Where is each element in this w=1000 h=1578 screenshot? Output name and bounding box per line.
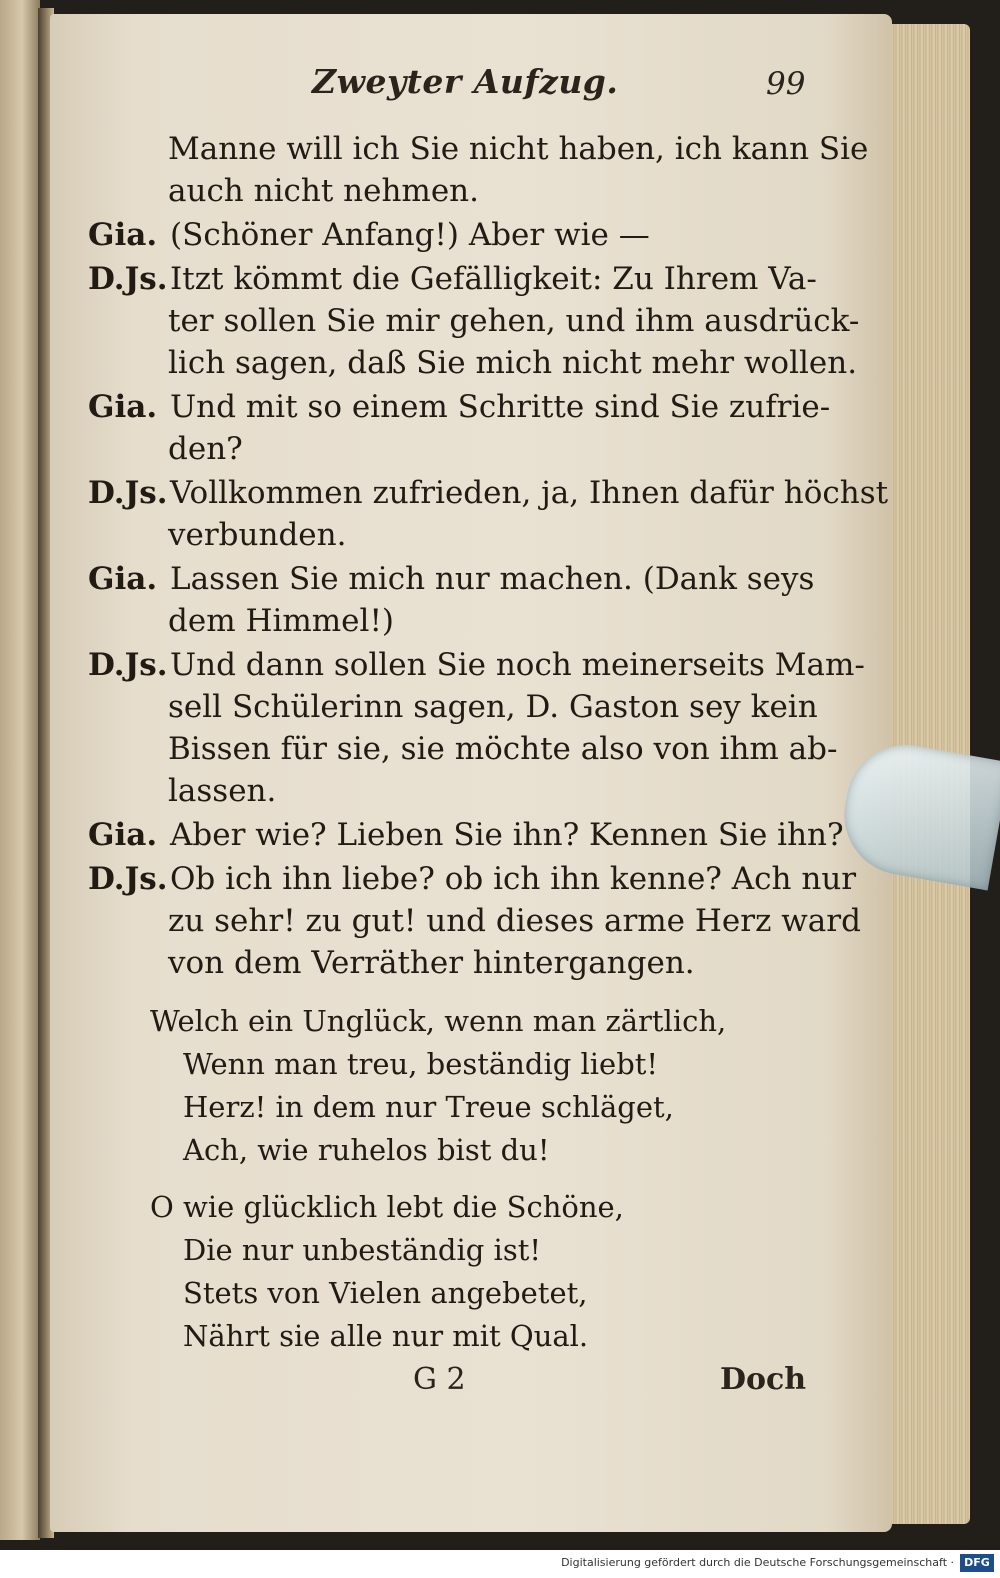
credit-text: Digitalisierung gefördert durch die Deutsche Forschungsgemeinschaft ·	[561, 1556, 954, 1569]
verse-line: Die nur unbeständig ist!	[183, 1233, 542, 1267]
speech-line: zu sehr! zu gut! und dieses arme Herz ward	[168, 903, 861, 939]
speech-line: verbunden.	[168, 517, 347, 553]
song-verses	[88, 1000, 818, 1358]
verse-line: Nährt sie alle nur mit Qual.	[183, 1319, 589, 1353]
page-number: 99	[766, 66, 806, 102]
verse-line: Stets von Vielen angebetet,	[183, 1276, 588, 1310]
speech-line: Bissen für sie, sie möchte also von ihm ab-	[168, 731, 838, 767]
speech-line: dem Himmel!)	[168, 603, 394, 639]
verse-line: Welch ein Unglück, wenn man zärtlich,	[150, 1004, 727, 1038]
verse-line: Herz! in dem nur Treue schläget,	[183, 1090, 674, 1124]
dialogue	[88, 128, 889, 984]
speech-line: (Schöner Anfang!) Aber wie —	[170, 217, 650, 253]
running-title: Zweyter Aufzug.	[312, 62, 619, 101]
speaker-name: Gia.	[88, 817, 158, 853]
speech-block	[88, 214, 818, 256]
speech-line: sell Schülerinn sagen, D. Gaston sey kein	[168, 689, 818, 725]
speech-line: auch nicht nehmen.	[168, 173, 479, 209]
speech-line: Und mit so einem Schritte sind Sie zufrie-	[170, 389, 831, 425]
speaker-name: Gia.	[88, 561, 158, 597]
speaker-name: D.Js.	[88, 261, 168, 297]
speaker-name: Gia.	[88, 217, 158, 253]
speaker-name: D.Js.	[88, 647, 168, 683]
speech-line: von dem Verräther hintergangen.	[168, 945, 695, 981]
credit-bar	[0, 1550, 1000, 1578]
stanza	[88, 1186, 818, 1358]
speech-line: lich sagen, daß Sie mich nicht mehr wollen.	[168, 345, 858, 381]
previous-page-edge	[0, 0, 40, 1540]
verse-line: O wie glücklich lebt die Schöne,	[150, 1190, 624, 1224]
speech-line: den?	[168, 431, 243, 467]
speech-block	[88, 558, 818, 642]
speaker-name: D.Js.	[88, 861, 168, 897]
speech-line: Lassen Sie mich nur machen. (Dank seys	[170, 561, 815, 597]
speech-line: Vollkommen zufrieden, ja, Ihnen dafür höchst	[170, 475, 889, 511]
speech-line: Ob ich ihn liebe? ob ich ihn kenne? Ach nur	[170, 861, 857, 897]
speech-block	[88, 258, 860, 384]
speaker-name: Gia.	[88, 389, 158, 425]
speech-line: Und dann sollen Sie noch meinerseits Mam-	[170, 647, 865, 683]
speech-block	[88, 128, 869, 212]
signature-mark: G 2	[413, 1362, 466, 1397]
speaker-name: D.Js.	[88, 475, 168, 511]
verse-line: Ach, wie ruhelos bist du!	[183, 1133, 550, 1167]
speech-line: Itzt kömmt die Gefälligkeit: Zu Ihrem Va-	[170, 261, 817, 297]
page-header	[0, 62, 1000, 122]
speech-line: lassen.	[168, 773, 277, 809]
verse-line: Wenn man treu, beständig liebt!	[183, 1047, 659, 1081]
dfg-logo: DFG	[960, 1554, 994, 1572]
speech-line: ter sollen Sie mir gehen, und ihm ausdrück-	[168, 303, 860, 339]
page-footer	[0, 1362, 1000, 1412]
page-text	[88, 128, 889, 1372]
speech-block	[88, 858, 861, 984]
speech-block	[88, 472, 889, 556]
speech-line: Manne will ich Sie nicht haben, ich kann Sie	[168, 131, 869, 167]
speech-block	[88, 386, 831, 470]
speech-line: Aber wie? Lieben Sie ihn? Kennen Sie ihn?	[170, 817, 844, 853]
speech-block	[88, 814, 844, 856]
stanza	[88, 1000, 818, 1172]
catchword: Doch	[720, 1362, 807, 1397]
speech-block	[88, 644, 865, 812]
